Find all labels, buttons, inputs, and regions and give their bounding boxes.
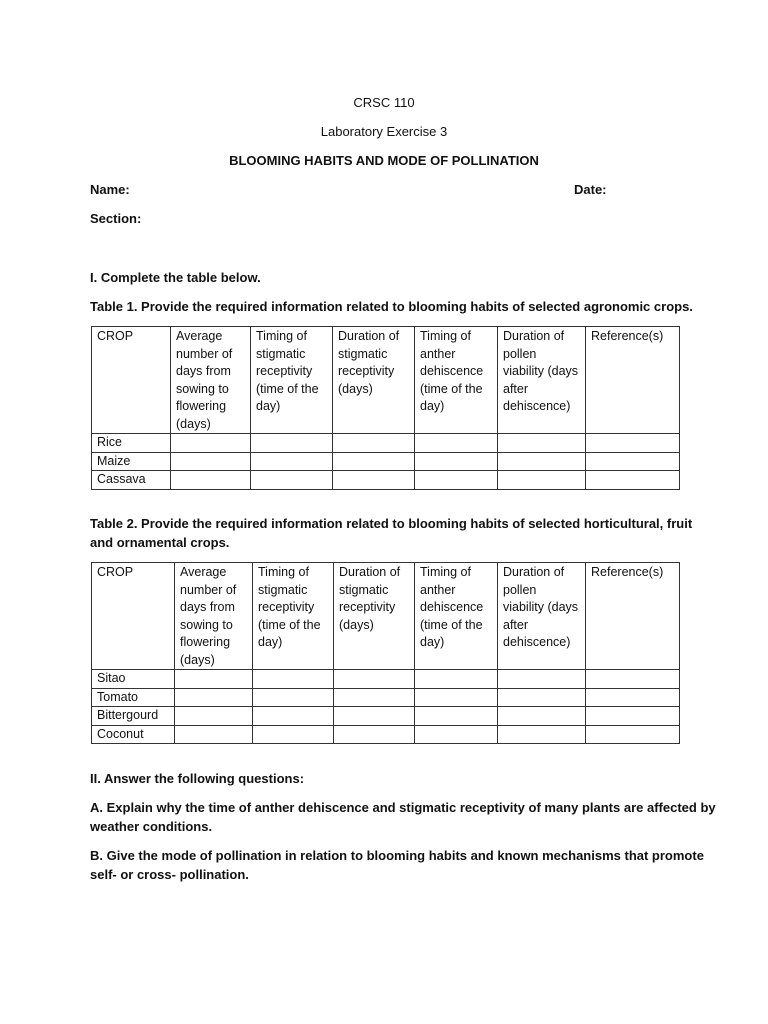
blank-cell[interactable] xyxy=(586,471,680,490)
blank-cell[interactable] xyxy=(586,707,680,726)
table1-header-cell: Duration of stigmatic receptivity (days) xyxy=(333,327,415,434)
question-a-line1: A. Explain why the time of anther dehiscence and stigmatic receptivity of many plants are affected by xyxy=(90,800,716,815)
table1-header-cell: Timing of anther dehiscence (time of the day) xyxy=(415,327,498,434)
blank-cell[interactable] xyxy=(334,688,415,707)
blank-cell[interactable] xyxy=(498,670,586,689)
blank-cell[interactable] xyxy=(253,707,334,726)
table2-caption-line1: Table 2. Provide the required information related to blooming habits of selected horticultural, fruit xyxy=(90,516,693,531)
table-row xyxy=(92,434,680,453)
blank-cell[interactable] xyxy=(498,688,586,707)
table1-header-row xyxy=(92,327,680,434)
part1-instruction: I. Complete the table below. xyxy=(90,270,261,285)
question-a-line2: weather conditions. xyxy=(90,819,213,834)
blank-cell[interactable] xyxy=(586,688,680,707)
table-row xyxy=(92,688,680,707)
part2-instruction: II. Answer the following questions: xyxy=(90,771,305,786)
blank-cell[interactable] xyxy=(498,707,586,726)
blank-cell[interactable] xyxy=(415,434,498,453)
blank-cell[interactable] xyxy=(253,688,334,707)
table1-header-cell: Average number of days from sowing to flowering (days) xyxy=(171,327,251,434)
blank-cell[interactable] xyxy=(171,452,251,471)
table2 xyxy=(91,562,680,744)
table2-header-cell: CROP xyxy=(92,563,175,670)
table-row xyxy=(92,670,680,689)
blank-cell[interactable] xyxy=(333,452,415,471)
blank-cell[interactable] xyxy=(334,670,415,689)
blank-cell[interactable] xyxy=(498,434,586,453)
crop-name: Coconut xyxy=(92,725,175,744)
blank-cell[interactable] xyxy=(498,471,586,490)
blank-cell[interactable] xyxy=(175,688,253,707)
blank-cell[interactable] xyxy=(415,670,498,689)
blank-cell[interactable] xyxy=(415,725,498,744)
blank-cell[interactable] xyxy=(333,434,415,453)
question-b-line2: self- or cross- pollination. xyxy=(90,867,249,882)
blank-cell[interactable] xyxy=(175,707,253,726)
course-code: CRSC 110 xyxy=(353,95,415,110)
table2-header-cell: Average number of days from sowing to flowering (days) xyxy=(175,563,253,670)
blank-cell[interactable] xyxy=(415,707,498,726)
table1-header-cell: Timing of stigmatic receptivity (time of the day) xyxy=(251,327,333,434)
blank-cell[interactable] xyxy=(251,434,333,453)
blank-cell[interactable] xyxy=(175,670,253,689)
table-row xyxy=(92,707,680,726)
exercise-title: Laboratory Exercise 3 xyxy=(320,124,448,139)
blank-cell[interactable] xyxy=(415,688,498,707)
table2-header-cell: Duration of stigmatic receptivity (days) xyxy=(334,563,415,670)
blank-cell[interactable] xyxy=(334,707,415,726)
date-label: Date: xyxy=(574,182,607,197)
blank-cell[interactable] xyxy=(171,471,251,490)
table-row xyxy=(92,452,680,471)
table-row xyxy=(92,725,680,744)
crop-name: Bittergourd xyxy=(92,707,175,726)
crop-name: Sitao xyxy=(92,670,175,689)
crop-name: Cassava xyxy=(92,471,171,490)
blank-cell[interactable] xyxy=(251,452,333,471)
document-title: BLOOMING HABITS AND MODE OF POLLINATION xyxy=(229,153,539,168)
table-row xyxy=(92,471,680,490)
section-label: Section: xyxy=(90,211,142,226)
blank-cell[interactable] xyxy=(586,670,680,689)
blank-cell[interactable] xyxy=(334,725,415,744)
table2-header-cell: Timing of anther dehiscence (time of the day) xyxy=(415,563,498,670)
table2-header-cell: Reference(s) xyxy=(586,563,680,670)
blank-cell[interactable] xyxy=(498,725,586,744)
name-label: Name: xyxy=(90,182,130,197)
table1-header-cell: CROP xyxy=(92,327,171,434)
blank-cell[interactable] xyxy=(415,471,498,490)
blank-cell[interactable] xyxy=(586,434,680,453)
table1-header-cell: Duration of pollen viability (days after dehiscence) xyxy=(498,327,586,434)
table1 xyxy=(91,326,680,490)
question-b-line1: B. Give the mode of pollination in relation to blooming habits and known mechanisms that promote xyxy=(90,848,704,863)
table2-header-row xyxy=(92,563,680,670)
crop-name: Maize xyxy=(92,452,171,471)
blank-cell[interactable] xyxy=(586,725,680,744)
crop-name: Tomato xyxy=(92,688,175,707)
table2-header-cell: Duration of pollen viability (days after dehiscence) xyxy=(498,563,586,670)
table2-header-cell: Timing of stigmatic receptivity (time of the day) xyxy=(253,563,334,670)
blank-cell[interactable] xyxy=(253,670,334,689)
blank-cell[interactable] xyxy=(253,725,334,744)
crop-name: Rice xyxy=(92,434,171,453)
blank-cell[interactable] xyxy=(415,452,498,471)
blank-cell[interactable] xyxy=(333,471,415,490)
table2-caption-line2: and ornamental crops. xyxy=(90,535,230,550)
blank-cell[interactable] xyxy=(586,452,680,471)
blank-cell[interactable] xyxy=(498,452,586,471)
table1-caption: Table 1. Provide the required information related to blooming habits of selected agronomic crops. xyxy=(90,299,693,314)
blank-cell[interactable] xyxy=(171,434,251,453)
blank-cell[interactable] xyxy=(251,471,333,490)
table1-header-cell: Reference(s) xyxy=(586,327,680,434)
blank-cell[interactable] xyxy=(175,725,253,744)
